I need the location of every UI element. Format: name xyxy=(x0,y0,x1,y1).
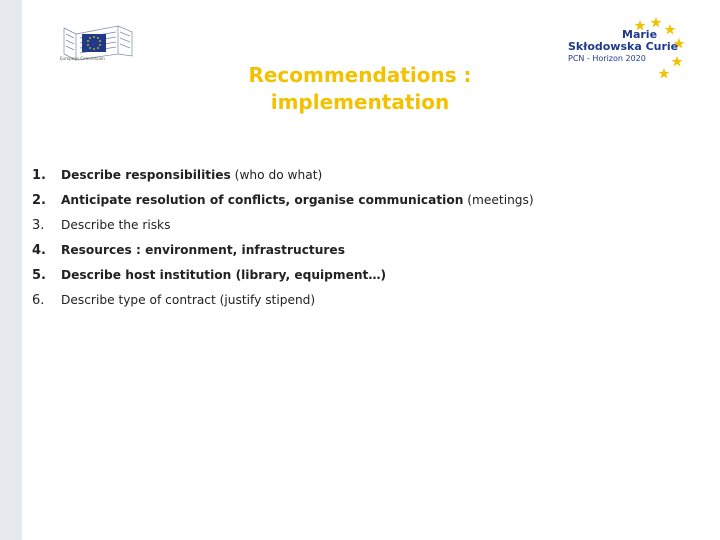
list-item xyxy=(32,218,672,243)
recommendation-list xyxy=(32,168,672,318)
list-item-normal-text: (who do what) xyxy=(230,168,323,182)
list-item-number: 6. xyxy=(32,293,45,308)
slide-title xyxy=(180,62,540,116)
slide-title-line2: implementation xyxy=(270,90,450,114)
list-item xyxy=(32,193,672,218)
list-item-number: 1. xyxy=(32,168,46,183)
ec-building-icon xyxy=(60,20,138,72)
list-item xyxy=(32,293,672,318)
list-item-normal-text: Describe type of contract (justify stipend) xyxy=(61,293,316,307)
list-item xyxy=(32,168,672,193)
list-item-normal-text: Describe the risks xyxy=(61,218,171,232)
list-item-number: 3. xyxy=(32,218,45,233)
msca-logo-text-line2: Skłodowska Curie xyxy=(568,40,679,53)
ec-caption: European Commission xyxy=(60,56,105,61)
list-item-number: 4. xyxy=(32,243,46,258)
msca-logo-text-line1: Marie xyxy=(622,28,658,41)
left-sidebar-strip xyxy=(0,0,22,540)
list-item xyxy=(32,268,672,293)
list-item-bold-text: Anticipate resolution of conflicts, organise communication xyxy=(61,193,464,207)
list-item-bold-text: Describe responsibilities xyxy=(61,168,231,182)
list-item-bold-text: Describe host institution (library, equipment…) xyxy=(61,268,387,282)
slide-title-line1: Recommendations : xyxy=(248,63,472,87)
list-item-bold-text: Resources : environment, infrastructures xyxy=(61,243,345,257)
msca-logo-text-line3: PCN - Horizon 2020 xyxy=(568,54,646,63)
list-item-number: 2. xyxy=(32,193,46,208)
list-item xyxy=(32,243,672,268)
list-item-normal-text: (meetings) xyxy=(463,193,534,207)
list-item-number: 5. xyxy=(32,268,46,283)
